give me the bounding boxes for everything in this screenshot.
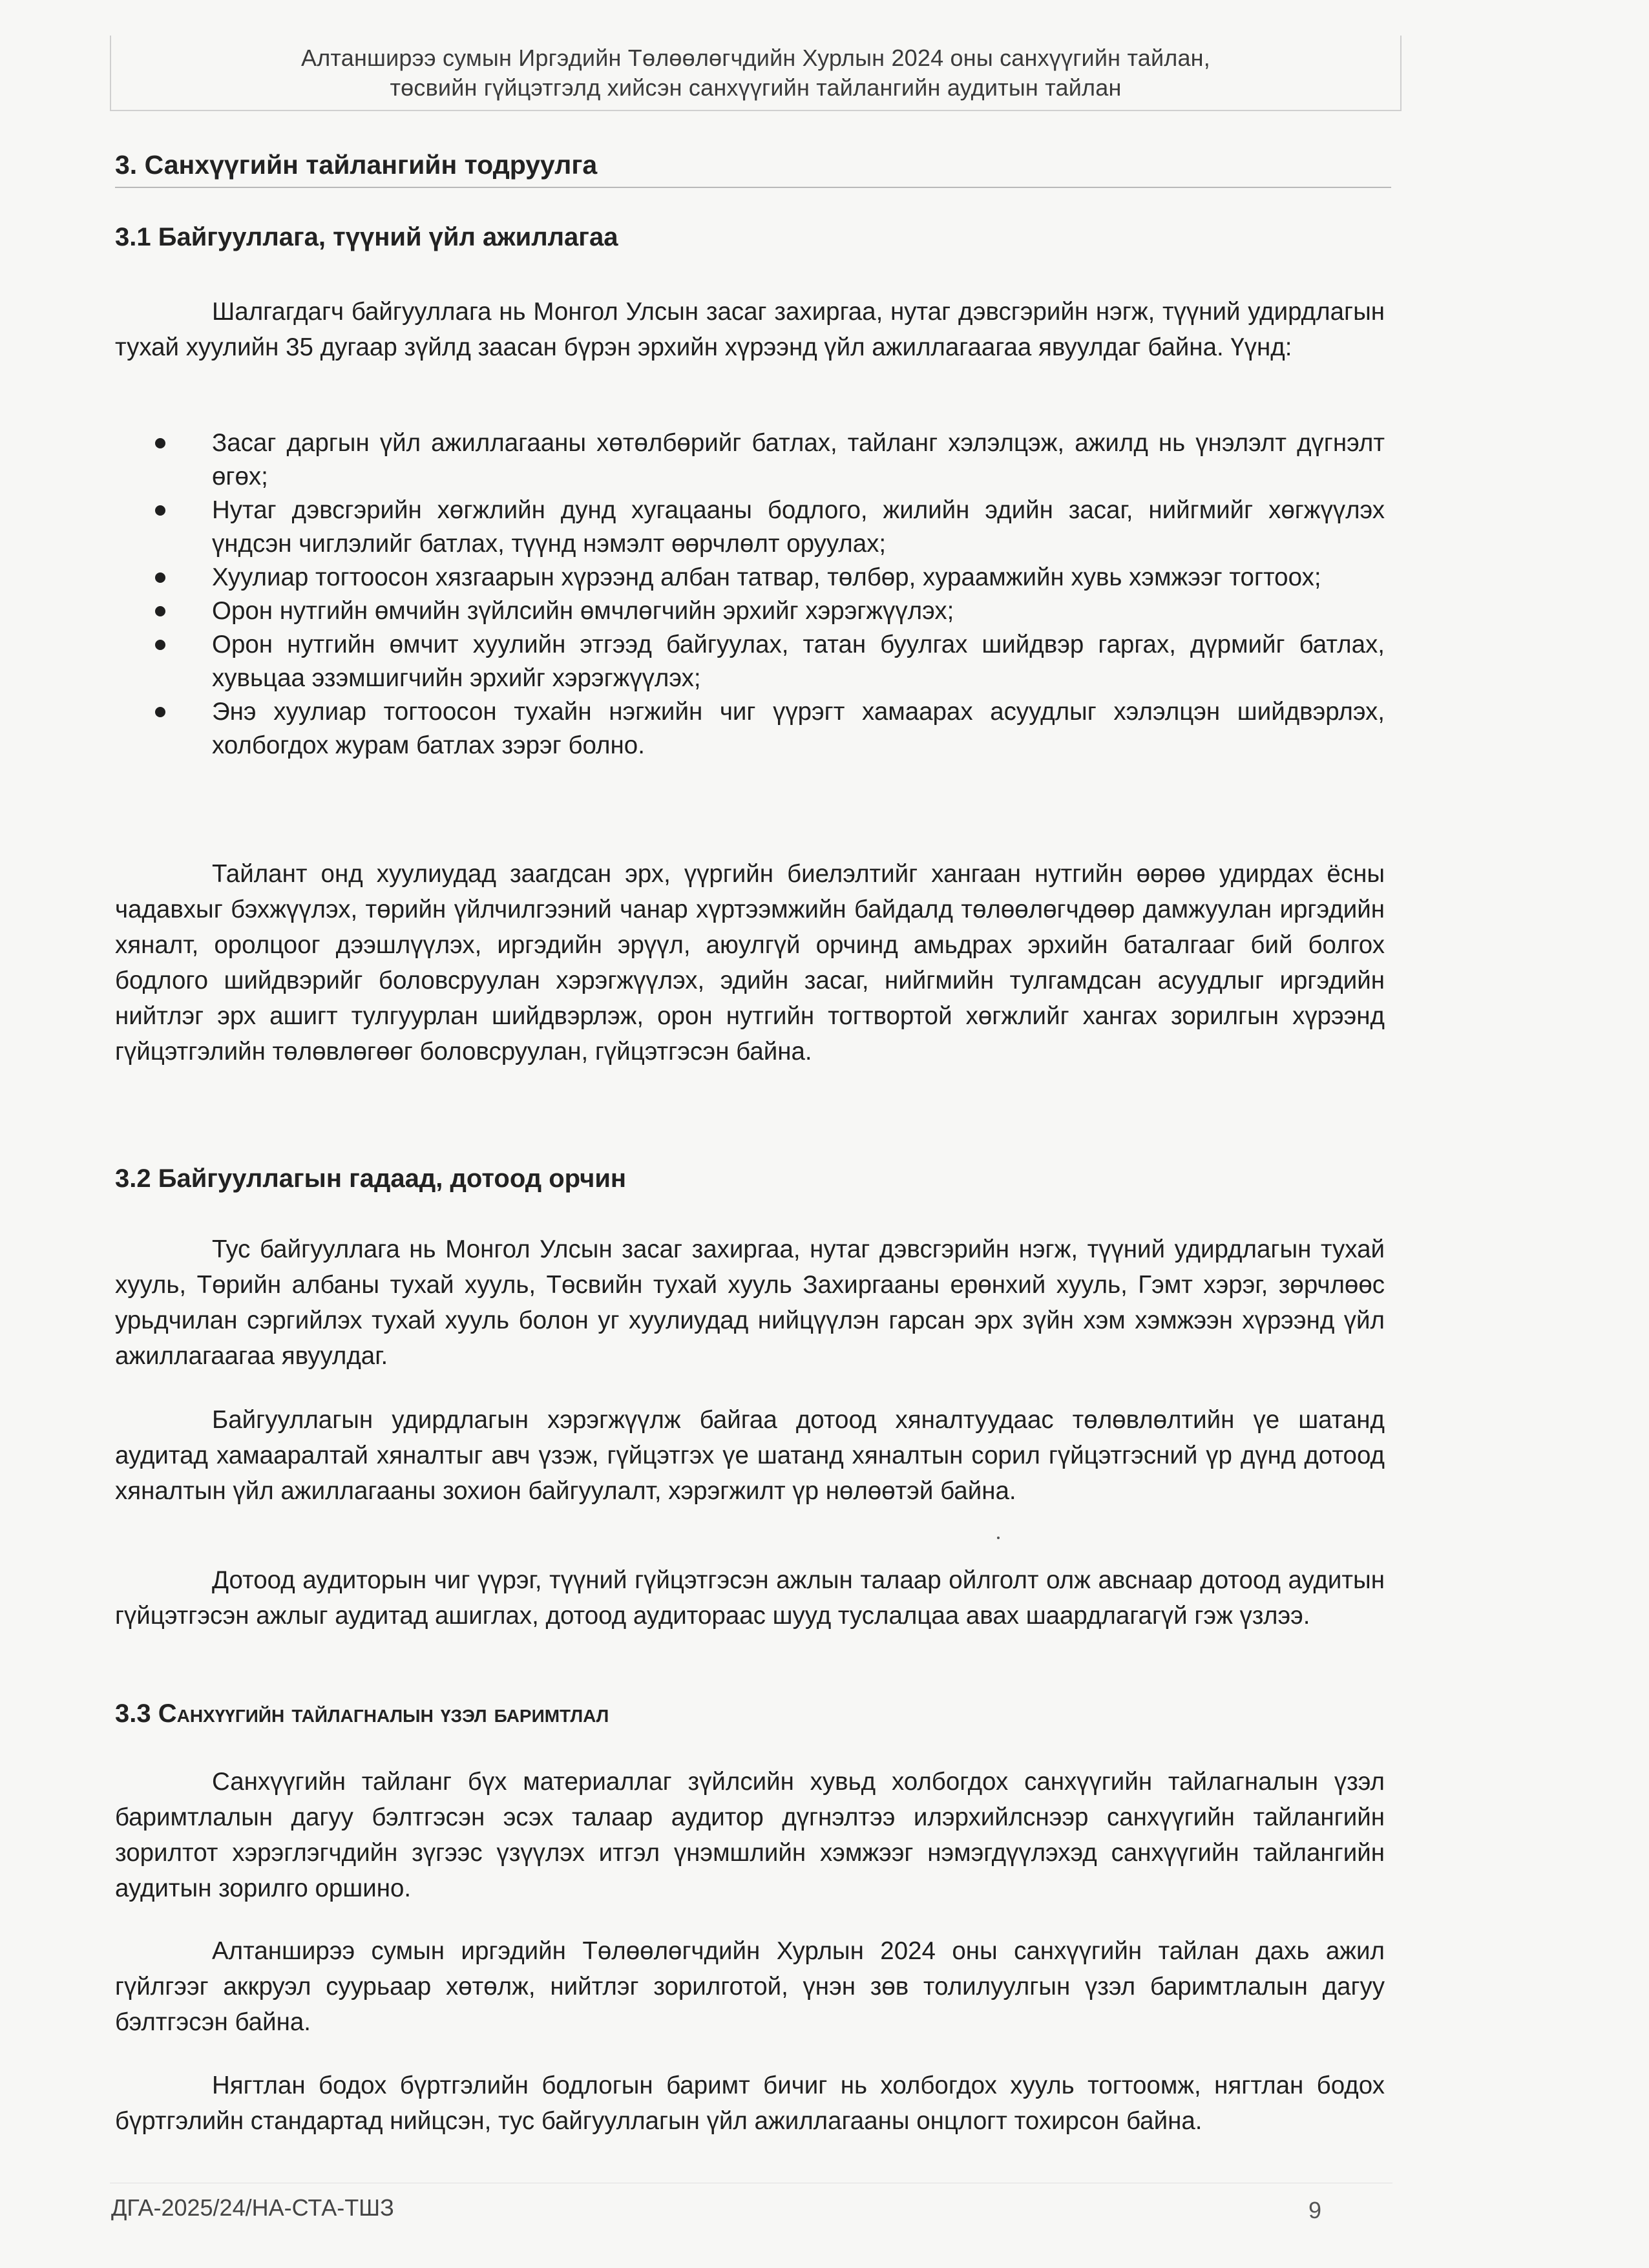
section-3-3-para-3: Нягтлан бодох бүртгэлийн бодлогын баримт бичиг нь холбогдох хууль тогтоомж, нягтлан бодох бүртгэлийн стандартад нийцсэн, тус байгууллагын үйл ажиллагааны онцлогт тохирсон байна.	[115, 2072, 1385, 2135]
list-item: Засаг даргын үйл ажиллагааны хөтөлбөрийг батлах, тайланг хэлэлцэж, ажилд нь үнэлэлт дүгнэлт өгөх;	[115, 426, 1385, 494]
section-3-1-closing: Тайлант онд хуулиудад заагдсан эрх, үүргийн биелэлтийг хангаан нутгийн өөрөө удирдах ёсны чадавхыг бэхжүүлэх, төрийн үйлчилгээний чанар хүртээмжийн байдалд төлөөлөгчдөөр дамжуулан иргэдийн хяналт, оролцоог дээшлүүлэх, иргэдийн эрүүл, аюулгүй орчинд амьдрах эрхийн баталгааг бий болгох бодлого шийдвэрийг боловсруулан хэрэгжүүлэх, эдийн засаг, нийгмийн тулгамдсан асуудлыг иргэдийн нийтлэг эрх ашигт тулгуурлан шийдвэрлэж, орон нутгийн тогтвортой хөгжлийг хангах зорилгын хүрээнд гүйцэтгэлийн төлөвлөгөөг боловсруулан, гүйцэтгэсэн байна.	[115, 860, 1385, 1066]
bullet-icon	[155, 505, 165, 516]
list-item: Хуулиар тогтоосон хязгаарын хүрээнд албан татвар, төлбөр, хураамжийн хувь хэмжээг тогтоох;	[115, 561, 1385, 594]
section-3-2-para-3: Дотоод аудиторын чиг үүрэг, түүний гүйцэтгэсэн ажлын талаар ойлголт олж авснаар дотоод аудитын гүйцэтгэсэн ажлыг аудитад ашиглах, дотоод аудитораас шууд туслалцаа авах шаардлагагүй гэж үзлээ.	[115, 1566, 1385, 1630]
section-3-3-para-2: Алтанширээ сумын иргэдийн Төлөөлөгчдийн Хурлын 2024 оны санхүүгийн тайлан дахь ажил гүйлгээг аккруэл суурьаар хөтөлж, нийтлэг зорилготой, үнэн зөв толилуулгын үзэл баримтлалын дагуу бэлтгэсэн байна.	[115, 1937, 1385, 2036]
page-header	[110, 36, 1402, 111]
scan-speck	[997, 1537, 1000, 1539]
section-3-2-para-1: Тус байгууллага нь Монгол Улсын засаг захиргаа, нутаг дэвсгэрийн нэгж, түүний удирдлагын тухай хууль, Төрийн албаны тухай хууль, Төсвийн тухай хууль Захиргааны ерөнхий хууль, Гэмт хэрэг, зөрчлөөс урьдчилан сэргийлэх тухай хууль болон уг хуулиудад нийцүүлэн гарсан эрх зүйн хэм хэмжээн хүрээнд үйл ажиллагаагаа явуулдаг.	[115, 1235, 1385, 1370]
list-item: Нутаг дэвсгэрийн хөгжлийн дунд хугацааны бодлого, жилийн эдийн засаг, нийгмийг хөгжүүлэх үндсэн чиглэлийг батлах, түүнд нэмэлт өөрчлөлт оруулах;	[115, 494, 1385, 561]
section-3-1-intro: Шалгагдагч байгууллага нь Монгол Улсын засаг захиргаа, нутаг дэвсгэрийн нэгж, түүний удирдлагын тухай хуулийн 35 дугаар зүйлд заасан бүрэн эрхийн хүрээнд үйл ажиллагаагаа явуулдаг байна. Үүнд:	[115, 298, 1385, 361]
section-3-3-heading: 3.3 Санхүүгийн тайлагналын үзэл баримтлал	[115, 1699, 609, 1728]
bullet-icon	[155, 640, 165, 650]
bullet-icon	[155, 572, 165, 583]
list-item: Орон нутгийн өмчит хуулийн этгээд байгуулах, татан буулгах шийдвэр гаргах, дүрмийг батлах, хувьцаа эзэмшигчийн эрхийг хэрэгжүүлэх;	[115, 628, 1385, 695]
section-3-2-para-2: Байгууллагын удирдлагын хэрэгжүүлж байгаа дотоод хяналтуудаас төлөвлөлтийн үе шатанд аудитад хамааралтай хяналтыг авч үзэж, гүйцэтгэх үе шатанд хяналтын сорил гүйцэтгэсний үр дүнд дотоод хяналтын үйл ажиллагааны зохион байгуулалт, хэрэгжилт үр нөлөөтэй байна.	[115, 1406, 1385, 1505]
section-3-2-heading: 3.2 Байгууллагын гадаад, дотоод орчин	[115, 1164, 627, 1193]
section-3-1-heading: 3.1 Байгууллага, түүний үйл ажиллагаа	[115, 223, 618, 251]
list-item: Энэ хуулиар тогтоосон тухайн нэгжийн чиг үүрэгт хамаарах асуудлыг хэлэлцэн шийдвэрлэх, холбогдох журам батлах зэрэг болно.	[115, 695, 1385, 762]
responsibilities-list	[115, 426, 1385, 762]
section-3-3-para-1: Санхүүгийн тайланг бүх материаллаг зүйлсийн хувьд холбогдох санхүүгийн тайлагналын үзэл баримтлалын дагуу бэлтгэсэн эсэх талаар аудитор дүгнэлтээ илэрхийлснээр санхүүгийн тайлангийн зорилтот хэрэглэгчдийн зүгээс үзүүлэх итгэл үнэмшлийн хэмжээг нэмэгдүүлэхэд санхүүгийн тайлангийн аудитын зорилго оршино.	[115, 1768, 1385, 1902]
page-number: 9	[1308, 2197, 1322, 2223]
bullet-icon	[155, 707, 165, 717]
header-line-1: Алтанширээ сумын Иргэдийн Төлөөлөгчдийн Хурлын 2024 оны санхүүгийн тайлан,	[301, 45, 1210, 71]
document-code: ДГА-2025/24/НА-СТА-ТШЗ	[111, 2194, 394, 2221]
bullet-icon	[155, 606, 165, 616]
section-3-heading: 3. Санхүүгийн тайлангийн тодруулга	[115, 150, 1391, 188]
header-line-2: төсвийн гүйцэтгэлд хийсэн санхүүгийн тайлангийн аудитын тайлан	[390, 74, 1122, 101]
list-item: Орон нутгийн өмчийн зүйлсийн өмчлөгчийн эрхийг хэрэгжүүлэх;	[115, 594, 1385, 628]
bullet-icon	[155, 438, 165, 448]
